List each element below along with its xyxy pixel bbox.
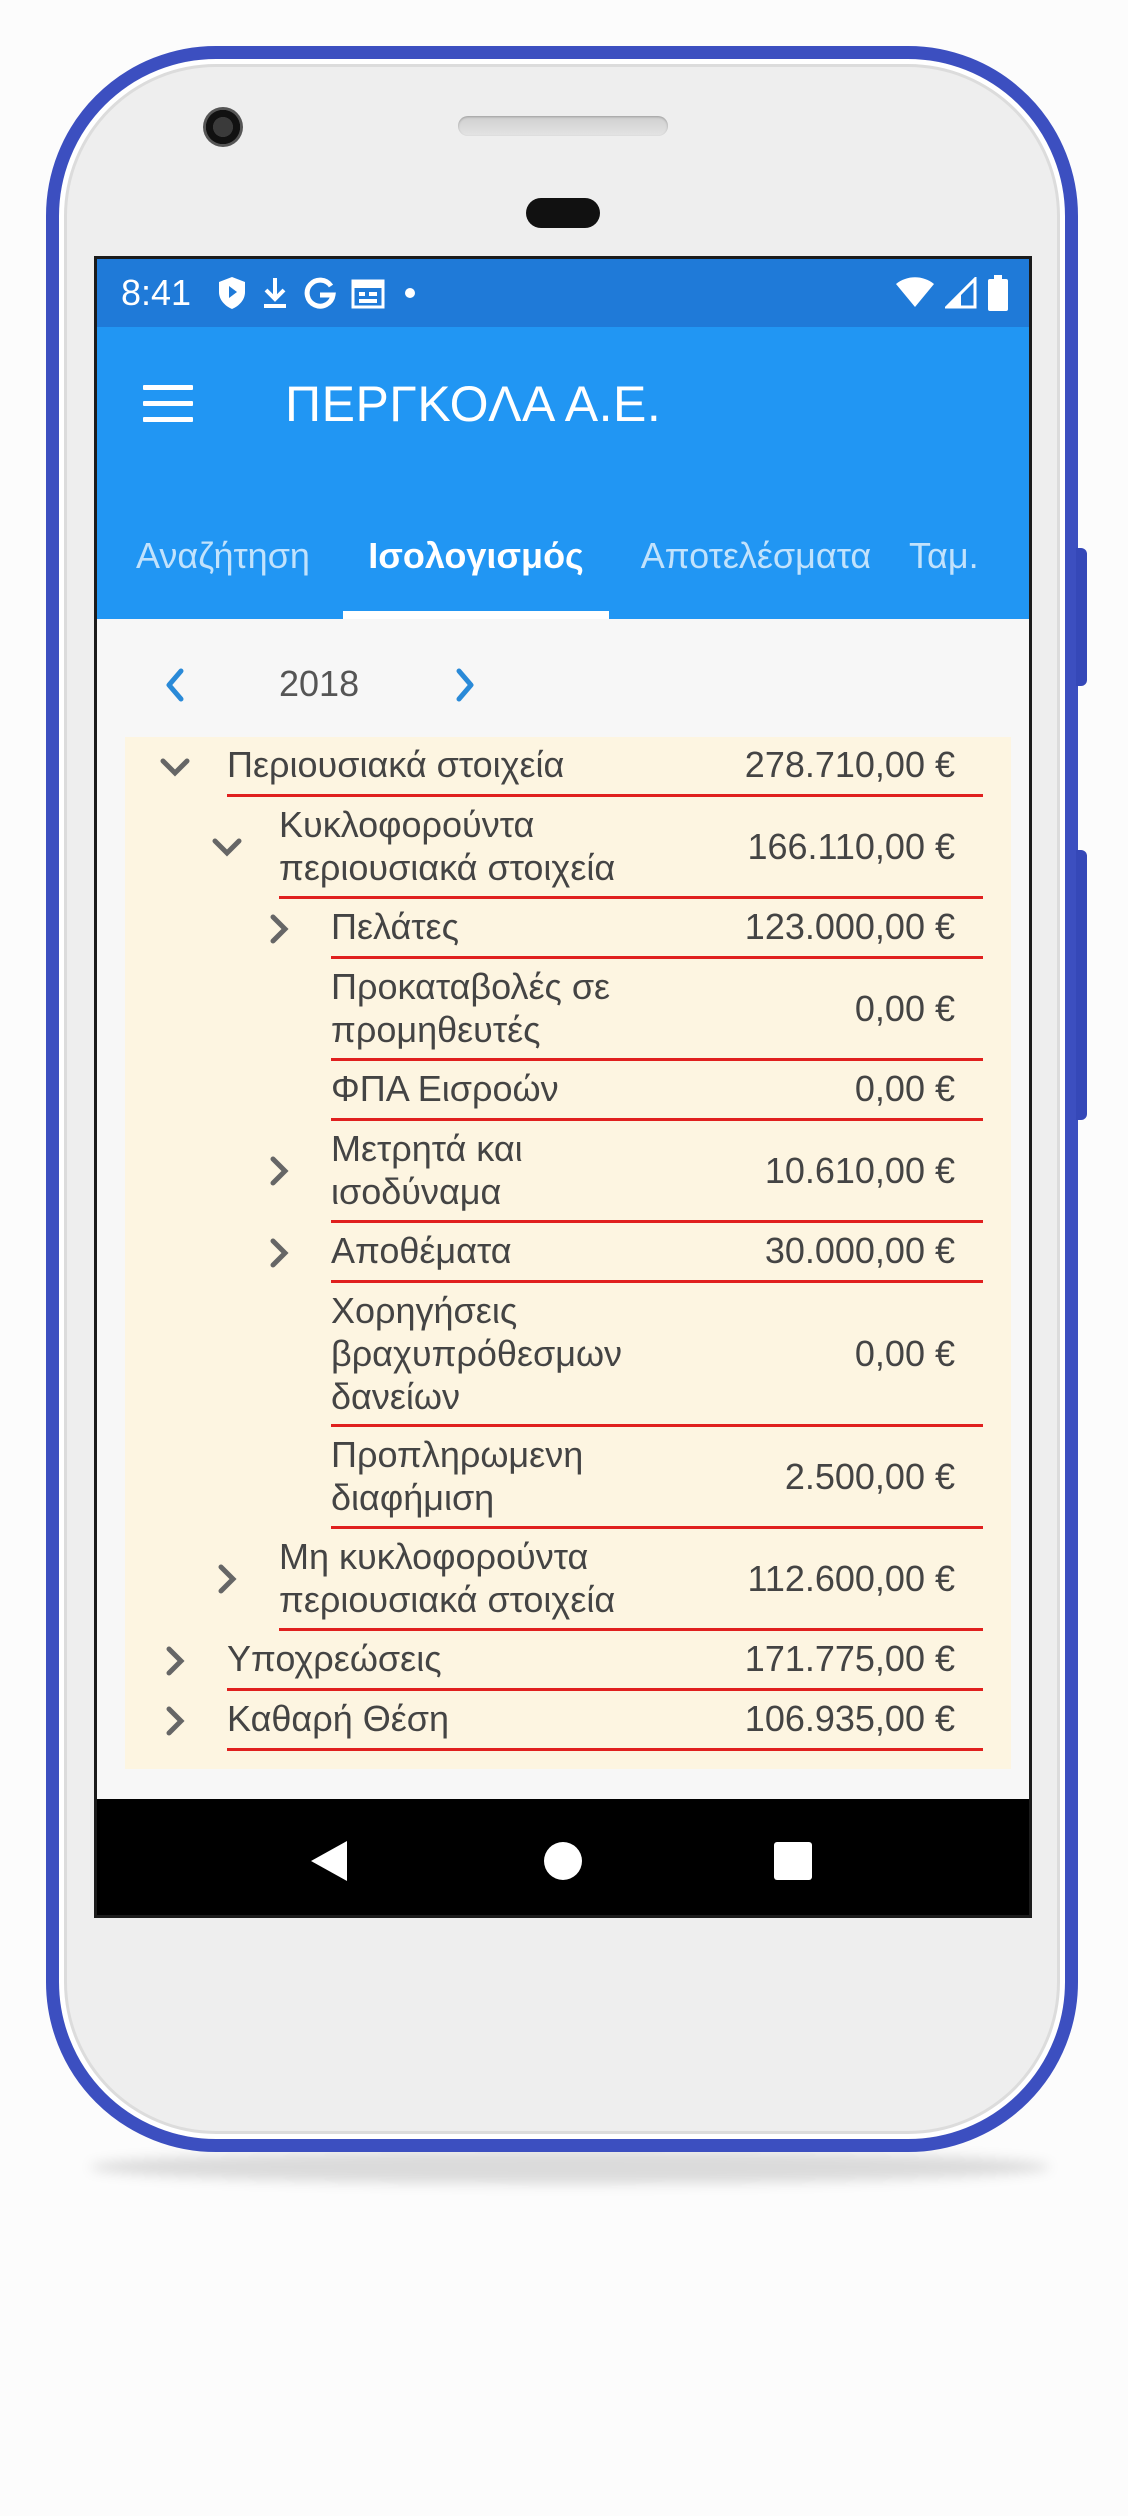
battery-icon bbox=[987, 275, 1009, 311]
home-icon[interactable] bbox=[543, 1841, 583, 1881]
next-year-chevron-icon[interactable] bbox=[445, 661, 485, 709]
dot-icon bbox=[399, 276, 421, 310]
download-icon bbox=[261, 276, 289, 310]
tree-row-label: Κυκλοφορούντα περιουσιακά στοιχεία bbox=[279, 804, 616, 888]
tree-row-label: Προπληρωμενη διαφήμιση bbox=[331, 1434, 584, 1518]
google-g-icon bbox=[303, 276, 337, 310]
app-bar bbox=[97, 327, 1029, 619]
wifi-icon bbox=[895, 277, 935, 309]
recents-icon[interactable] bbox=[773, 1841, 813, 1881]
tree-row-label: Αποθέματα bbox=[331, 1230, 512, 1271]
system-navigation-bar bbox=[97, 1799, 1029, 1918]
app-title: ΠΕΡΓΚΟΛΑ Α.Ε. bbox=[285, 376, 662, 432]
hamburger-menu-icon[interactable] bbox=[143, 385, 193, 425]
tree-row-value: 171.775,00 € bbox=[744, 1638, 955, 1679]
tree-row-label: Περιουσιακά στοιχεία bbox=[227, 744, 565, 785]
phone-shadow bbox=[90, 2150, 1050, 2184]
earpiece bbox=[526, 198, 600, 228]
tree-row-assets[interactable] bbox=[125, 737, 1011, 797]
tree-row-customers[interactable] bbox=[125, 899, 1011, 959]
tree-row-label: Προκαταβολές σε προμηθευτές bbox=[331, 966, 611, 1050]
year-label: 2018 bbox=[279, 663, 360, 704]
tree-row-equity[interactable] bbox=[125, 1691, 1011, 1751]
front-camera bbox=[203, 107, 243, 147]
tree-row-value: 30.000,00 € bbox=[764, 1230, 955, 1271]
tree-row-supplier-advances[interactable] bbox=[125, 959, 1011, 1061]
tree-row-short-term-loans[interactable] bbox=[125, 1283, 1011, 1427]
tree-row-label: Πελάτες bbox=[331, 906, 459, 947]
tree-row-value: 0,00 € bbox=[854, 988, 955, 1029]
tree-row-input-vat[interactable] bbox=[125, 1061, 1011, 1121]
chevron-right-icon[interactable] bbox=[155, 1701, 195, 1741]
tree-row-label: ΦΠΑ Εισροών bbox=[331, 1068, 559, 1109]
tree-row-current-assets[interactable] bbox=[125, 797, 1011, 899]
tree-row-cash-equivalents[interactable] bbox=[125, 1121, 1011, 1223]
tree-row-value: 166.110,00 € bbox=[747, 826, 955, 867]
phone-screen bbox=[94, 256, 1032, 1918]
tree-row-value: 2.500,00 € bbox=[784, 1456, 955, 1497]
chevron-right-icon[interactable] bbox=[259, 909, 299, 949]
tree-row-label: Μετρητά και ισοδύναμα bbox=[331, 1128, 523, 1212]
signal-icon bbox=[945, 277, 977, 309]
tree-row-value: 10.610,00 € bbox=[764, 1150, 955, 1191]
active-tab-indicator bbox=[343, 611, 609, 619]
balance-sheet-tree bbox=[125, 737, 1011, 1769]
tree-row-prepaid-advertising[interactable] bbox=[125, 1427, 1011, 1529]
tab-results[interactable]: Αποτελέσματα bbox=[640, 535, 872, 576]
tab-bar bbox=[97, 499, 1029, 619]
tree-row-non-current-assets[interactable] bbox=[125, 1529, 1011, 1631]
tab-balance-sheet[interactable]: Ισολογισμός bbox=[368, 535, 584, 576]
year-navigator bbox=[97, 645, 1029, 725]
speaker-grille bbox=[458, 116, 668, 136]
tree-row-value: 112.600,00 € bbox=[747, 1558, 955, 1599]
shield-icon bbox=[217, 276, 247, 310]
tree-row-label: Υποχρεώσεις bbox=[227, 1638, 442, 1679]
tree-row-value: 123.000,00 € bbox=[744, 906, 955, 947]
status-bar bbox=[97, 259, 1029, 327]
tree-row-label: Καθαρή Θέση bbox=[227, 1698, 450, 1739]
volume-button bbox=[1076, 850, 1087, 1120]
row-separator bbox=[227, 1748, 983, 1751]
chevron-down-icon[interactable] bbox=[155, 747, 195, 787]
previous-year-chevron-icon[interactable] bbox=[155, 661, 195, 709]
tree-row-value: 278.710,00 € bbox=[744, 744, 955, 785]
tab-cash[interactable]: Ταμ. bbox=[909, 535, 979, 576]
chevron-right-icon[interactable] bbox=[259, 1151, 299, 1191]
chevron-right-icon[interactable] bbox=[259, 1233, 299, 1273]
chevron-right-icon[interactable] bbox=[207, 1559, 247, 1599]
tree-row-inventory[interactable] bbox=[125, 1223, 1011, 1283]
tree-row-label: Χορηγήσεις βραχυπρόθεσμων δανείων bbox=[331, 1290, 623, 1417]
tree-row-liabilities[interactable] bbox=[125, 1631, 1011, 1691]
calendar-icon bbox=[351, 277, 385, 309]
chevron-right-icon[interactable] bbox=[155, 1641, 195, 1681]
back-icon[interactable] bbox=[307, 1837, 351, 1885]
chevron-down-icon[interactable] bbox=[207, 827, 247, 867]
status-time: 8:41 bbox=[121, 272, 192, 313]
tab-search[interactable]: Αναζήτηση bbox=[136, 535, 310, 576]
power-button bbox=[1076, 548, 1087, 686]
tree-row-value: 106.935,00 € bbox=[744, 1698, 955, 1739]
tree-row-value: 0,00 € bbox=[854, 1068, 955, 1109]
tree-row-value: 0,00 € bbox=[854, 1333, 955, 1374]
tree-row-label: Μη κυκλοφορούντα περιουσιακά στοιχεία bbox=[279, 1536, 616, 1620]
